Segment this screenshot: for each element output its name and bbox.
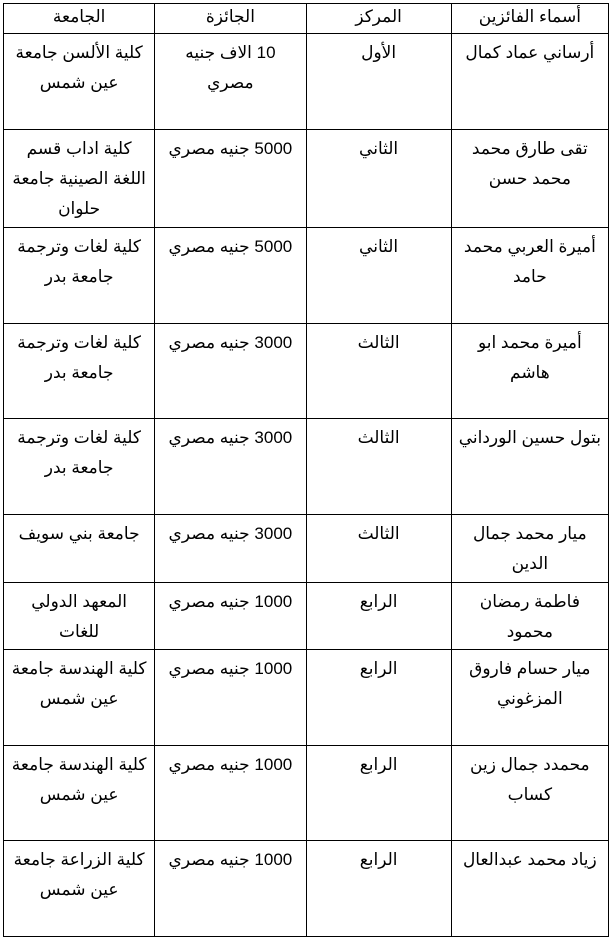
winner-name: أرساني عماد كمال bbox=[451, 34, 608, 130]
winner-rank: الثالث bbox=[306, 323, 451, 419]
header-name: أسماء الفائزين bbox=[451, 4, 608, 34]
winner-university: كلية الزراعة جامعة عين شمس bbox=[4, 841, 155, 937]
winner-prize: 1000 جنيه مصري bbox=[155, 650, 306, 746]
table-row bbox=[4, 841, 609, 937]
winner-prize: 3000 جنيه مصري bbox=[155, 323, 306, 419]
winner-prize: 1000 جنيه مصري bbox=[155, 582, 306, 650]
winner-name: ميار حسام فاروق المزغوني bbox=[451, 650, 608, 746]
winner-rank: الرابع bbox=[306, 582, 451, 650]
winner-rank: الثاني bbox=[306, 129, 451, 228]
winner-rank: الثالث bbox=[306, 419, 451, 515]
winner-name: ميار محمد جمال الدين bbox=[451, 515, 608, 583]
winner-name: فاطمة رمضان محمود bbox=[451, 582, 608, 650]
winner-name: زياد محمد عبدالعال bbox=[451, 841, 608, 937]
winner-name: تقى طارق محمد محمد حسن bbox=[451, 129, 608, 228]
winner-rank: الثالث bbox=[306, 515, 451, 583]
winner-rank: الرابع bbox=[306, 650, 451, 746]
winner-name: أميرة العربي محمد حامد bbox=[451, 228, 608, 324]
table-row bbox=[4, 419, 609, 515]
header-prize: الجائزة bbox=[155, 4, 306, 34]
winner-prize: 1000 جنيه مصري bbox=[155, 745, 306, 841]
winner-university: كلية الهندسة جامعة عين شمس bbox=[4, 650, 155, 746]
winner-name: بتول حسين الورداني bbox=[451, 419, 608, 515]
winner-university: كلية لغات وترجمة جامعة بدر bbox=[4, 323, 155, 419]
table-row bbox=[4, 650, 609, 746]
winner-rank: الرابع bbox=[306, 841, 451, 937]
header-row bbox=[4, 4, 609, 34]
table-row bbox=[4, 323, 609, 419]
winner-rank: الأول bbox=[306, 34, 451, 130]
winner-prize: 3000 جنيه مصري bbox=[155, 419, 306, 515]
winner-university: كلية لغات وترجمة جامعة بدر bbox=[4, 419, 155, 515]
winner-prize: 5000 جنيه مصري bbox=[155, 129, 306, 228]
winner-prize: 1000 جنيه مصري bbox=[155, 841, 306, 937]
winner-prize: 3000 جنيه مصري bbox=[155, 515, 306, 583]
winner-university: جامعة بني سويف bbox=[4, 515, 155, 583]
winner-university: كلية لغات وترجمة جامعة بدر bbox=[4, 228, 155, 324]
winner-university: كلية الهندسة جامعة عين شمس bbox=[4, 745, 155, 841]
table-row bbox=[4, 582, 609, 650]
table-row bbox=[4, 745, 609, 841]
winner-rank: الثاني bbox=[306, 228, 451, 324]
winner-prize: 10 الاف جنيه مصري bbox=[155, 34, 306, 130]
winner-university: كلية الألسن جامعة عين شمس bbox=[4, 34, 155, 130]
winner-prize: 5000 جنيه مصري bbox=[155, 228, 306, 324]
header-university: الجامعة bbox=[4, 4, 155, 34]
winner-rank: الرابع bbox=[306, 745, 451, 841]
winner-university: كلية اداب قسم اللغة الصينية جامعة حلوان bbox=[4, 129, 155, 228]
winner-name: أميرة محمد ابو هاشم bbox=[451, 323, 608, 419]
table-row bbox=[4, 129, 609, 228]
winner-name: محمدد جمال زين كساب bbox=[451, 745, 608, 841]
winner-university: المعهد الدولي للغات bbox=[4, 582, 155, 650]
table-row bbox=[4, 515, 609, 583]
table-row bbox=[4, 34, 609, 130]
table-row bbox=[4, 228, 609, 324]
winners-table bbox=[3, 3, 609, 937]
header-rank: المركز bbox=[306, 4, 451, 34]
